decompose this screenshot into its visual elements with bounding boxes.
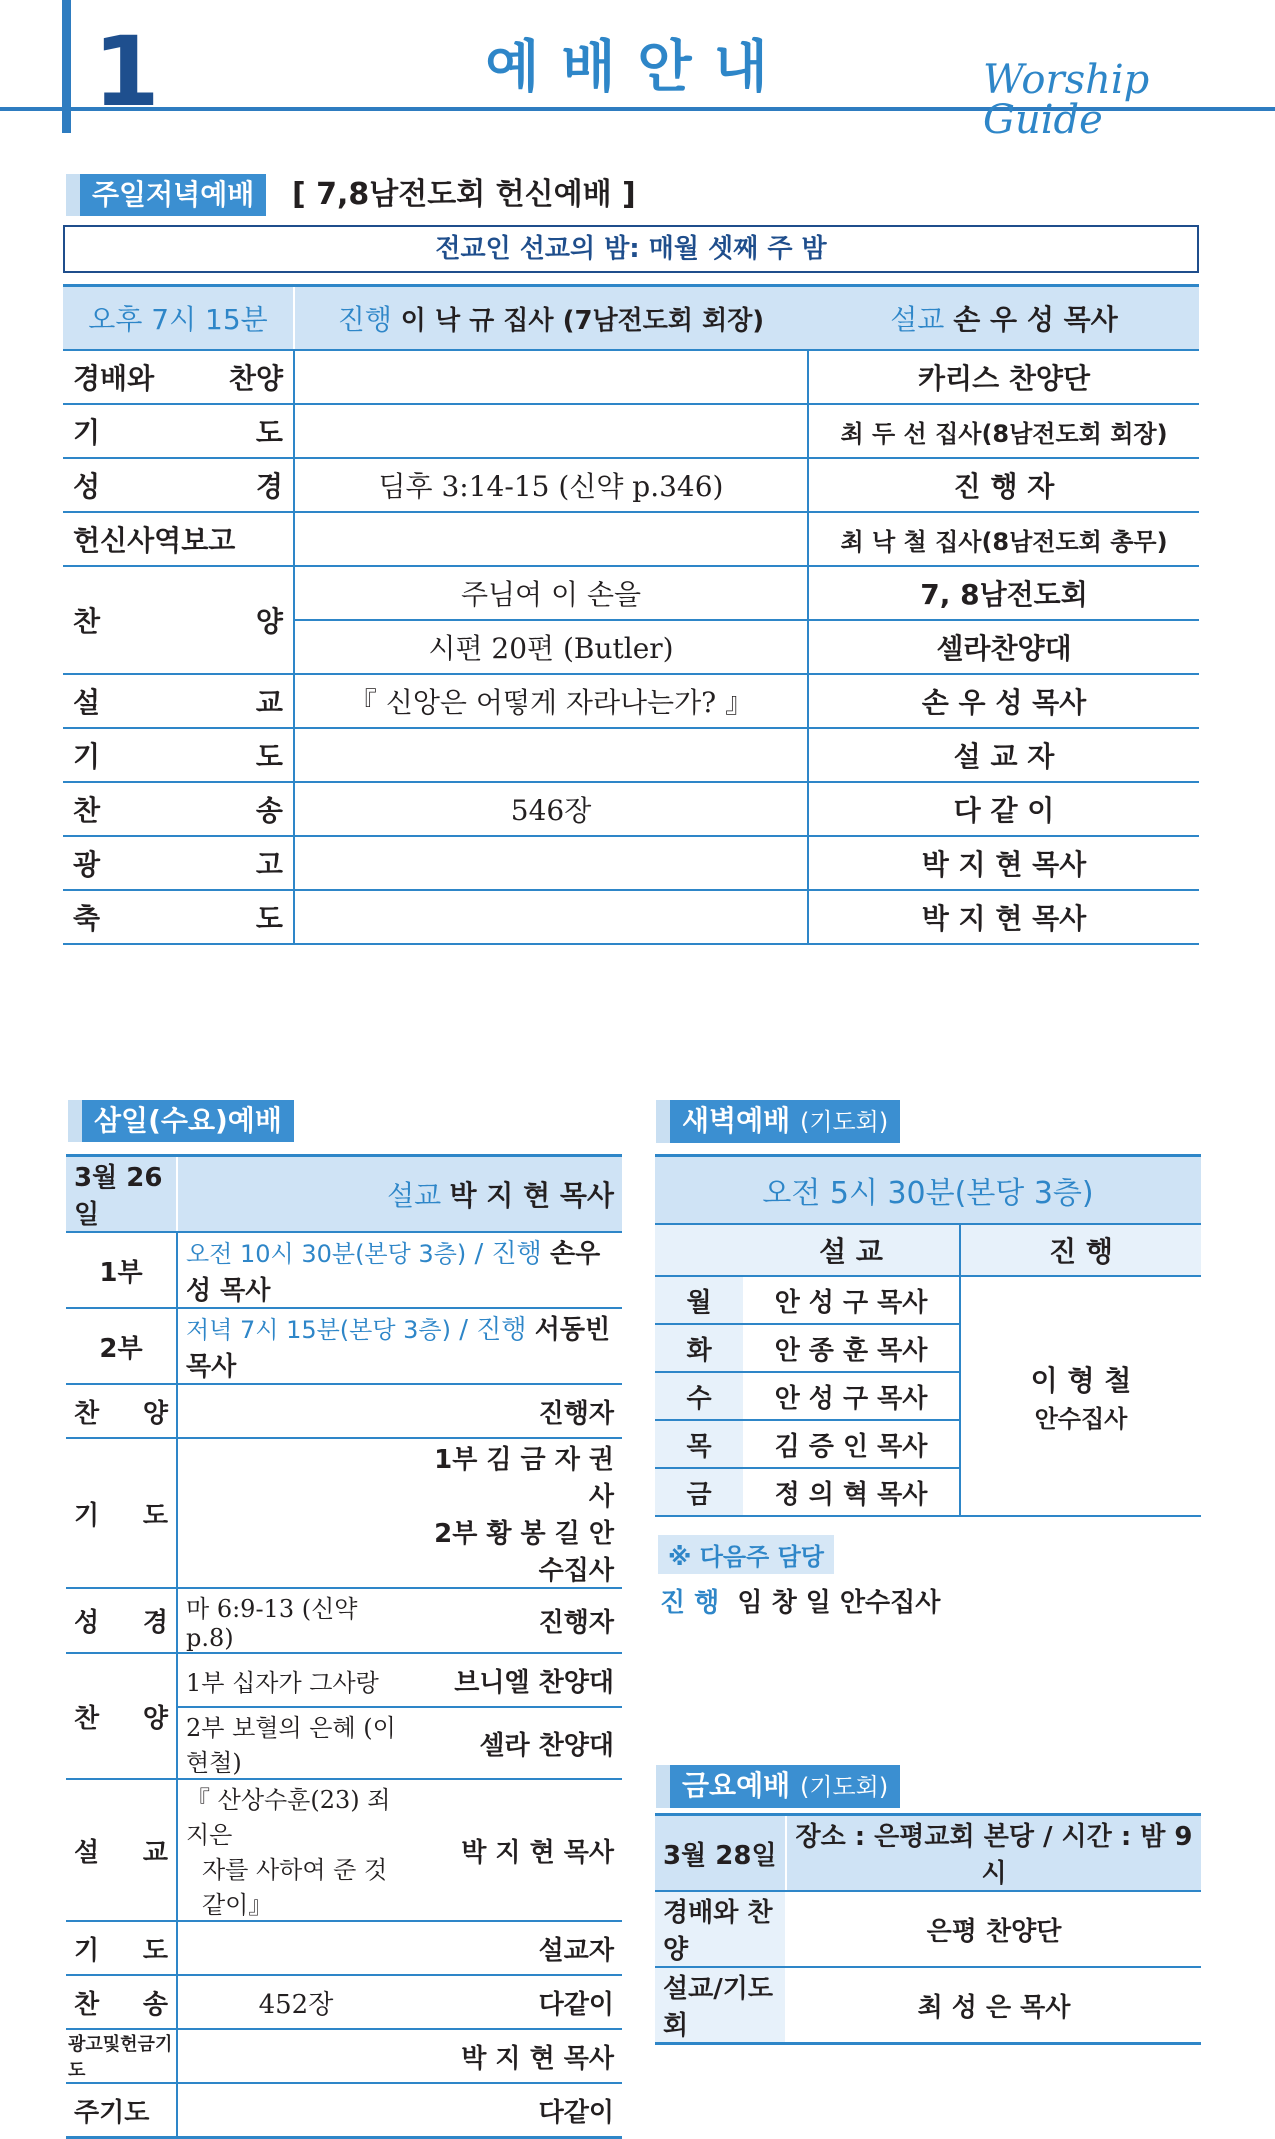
table-row — [63, 728, 1199, 782]
table-row — [63, 566, 1199, 620]
row-day: 수 — [655, 1372, 743, 1420]
row-item: 찬 양 — [66, 1653, 177, 1779]
row-item: 찬 송 — [66, 1975, 177, 2029]
dawn-time: 오전 5시 30분(본당 3층) — [655, 1156, 1201, 1225]
row-content — [177, 2029, 414, 2083]
table-row — [66, 1384, 622, 1438]
row-person: 셀라찬양대 — [808, 620, 1199, 674]
row-content: 주님여 이 손을 — [294, 566, 808, 620]
row-content: 546장 — [294, 782, 808, 836]
row-person: 다같이 — [414, 1975, 622, 2029]
table-row — [655, 1276, 1201, 1324]
part2-info: 저녁 7시 15분(본당 3층) / 진행 서동빈 목사 — [177, 1308, 622, 1384]
row-content: 『 신앙은 어떻게 자라나는가? 』 — [294, 674, 808, 728]
table-row — [63, 674, 1199, 728]
friday-header-row — [655, 1815, 1201, 1892]
row-person: 진행자 — [414, 1384, 622, 1438]
row-day: 월 — [655, 1276, 743, 1324]
row-day: 목 — [655, 1420, 743, 1468]
row-content — [294, 512, 808, 566]
row-content — [294, 836, 808, 890]
row-person: 최 성 은 목사 — [786, 1967, 1201, 2044]
sunday-order-table — [63, 284, 1199, 945]
row-item: 경배와 찬양 — [655, 1891, 786, 1967]
row-person: 카리스 찬양단 — [808, 350, 1199, 404]
table-row — [66, 1975, 622, 2029]
next-week-info: 진 행 임 창 일 안수집사 — [660, 1588, 941, 1618]
dawn-section-label: 새벽예배 (기도회) — [670, 1100, 900, 1143]
row-item: 기 도 — [66, 1921, 177, 1975]
next-week-label: ※ 다음주 담당 — [658, 1535, 834, 1574]
row-preacher: 안 성 구 목사 — [743, 1372, 960, 1420]
row-person: 7, 8남전도회 — [808, 566, 1199, 620]
part1-info: 오전 10시 30분(본당 3층) / 진행 손우성 목사 — [177, 1232, 622, 1308]
row-content: 마 6:9-13 (신약 p.8) — [177, 1588, 414, 1653]
table-row — [66, 2029, 622, 2083]
sunday-section-label: 주일저녁예배 — [80, 174, 266, 216]
row-content — [294, 350, 808, 404]
friday-date: 3월 28일 — [655, 1815, 786, 1892]
row-person: 다같이 — [414, 2083, 622, 2138]
row-content: 2부 보혈의 은혜 (이현철) — [177, 1707, 414, 1779]
sunday-time: 오후 7시 15분 — [63, 286, 294, 351]
row-content — [294, 728, 808, 782]
row-person: 손 우 성 목사 — [808, 674, 1199, 728]
table-row — [63, 782, 1199, 836]
table-row — [66, 1653, 622, 1707]
row-person: 설 교 자 — [808, 728, 1199, 782]
friday-place: 장소 : 은평교회 본당 / 시간 : 밤 9시 — [786, 1815, 1201, 1892]
dawn-lead: 이 형 철 안수집사 — [960, 1276, 1201, 1516]
row-content — [294, 890, 808, 944]
row-person: 박 지 현 목사 — [414, 2029, 622, 2083]
friday-section-label: 금요예배 (기도회) — [670, 1765, 900, 1808]
row-item: 축 도 — [63, 890, 294, 944]
row-person: 진 행 자 — [808, 458, 1199, 512]
wednesday-order-table — [66, 1154, 622, 2139]
wednesday-section-label: 삼일(수요)예배 — [82, 1100, 294, 1142]
row-day: 화 — [655, 1324, 743, 1372]
row-person: 박 지 현 목사 — [808, 836, 1199, 890]
row-person: 설교자 — [414, 1921, 622, 1975]
table-row — [63, 512, 1199, 566]
row-person: 셀라 찬양대 — [414, 1707, 622, 1779]
row-content — [177, 1384, 414, 1438]
table-row — [66, 1588, 622, 1653]
col-lead: 진 행 — [960, 1224, 1201, 1276]
row-person: 최 낙 철 집사(8남전도회 총무) — [808, 512, 1199, 566]
dawn-subheader-row — [655, 1224, 1201, 1276]
table-row — [655, 1891, 1201, 1967]
row-item: 기 도 — [63, 404, 294, 458]
row-person: 2부 황 봉 길 안수집사 — [414, 1513, 622, 1588]
row-item: 찬 송 — [63, 782, 294, 836]
row-item: 설 교 — [66, 1779, 177, 1921]
row-item: 성 경 — [66, 1588, 177, 1653]
row-person: 다 같 이 — [808, 782, 1199, 836]
row-item: 설 교 — [63, 674, 294, 728]
row-content: 딤후 3:14-15 (신약 p.346) — [294, 458, 808, 512]
row-item: 기 도 — [66, 1438, 177, 1588]
row-content: 452장 — [177, 1975, 414, 2029]
row-preacher: 안 성 구 목사 — [743, 1276, 960, 1324]
row-content: 1부 십자가 그사랑 — [177, 1653, 414, 1707]
part2-label: 2부 — [66, 1308, 177, 1384]
row-item: 성 경 — [63, 458, 294, 512]
row-content — [177, 1921, 414, 1975]
part1-label: 1부 — [66, 1232, 177, 1308]
row-content — [294, 404, 808, 458]
dawn-schedule-table — [655, 1154, 1201, 1517]
table-row — [63, 836, 1199, 890]
row-preacher: 안 종 훈 목사 — [743, 1324, 960, 1372]
row-person: 박 지 현 목사 — [808, 890, 1199, 944]
row-item: 광고및헌금기도 — [66, 2029, 177, 2083]
dawn-header-row — [655, 1156, 1201, 1225]
table-row — [66, 1232, 622, 1308]
sunday-banner: 전교인 선교의 밤: 매월 셋째 주 밤 — [63, 225, 1199, 273]
table-row — [66, 1921, 622, 1975]
row-day: 금 — [655, 1468, 743, 1516]
sunday-lead: 진행 이 낙 규 집사 (7남전도회 회장) — [294, 286, 808, 351]
table-row — [66, 2083, 622, 2138]
page-number: 1 — [93, 16, 160, 128]
page-title: 예배안내 — [485, 35, 790, 100]
row-item: 광 고 — [63, 836, 294, 890]
table-row — [63, 350, 1199, 404]
row-person: 1부 김 금 자 권사 — [434, 1445, 614, 1512]
row-preacher: 김 증 인 목사 — [743, 1420, 960, 1468]
row-person: 은평 찬양단 — [786, 1891, 1201, 1967]
table-row — [66, 1438, 622, 1513]
table-row — [63, 890, 1199, 944]
row-item: 주기도 — [66, 2083, 177, 2138]
row-item: 경배와 찬양 — [63, 350, 294, 404]
row-item: 기 도 — [63, 728, 294, 782]
wednesday-sermon: 설교 박 지 현 목사 — [177, 1156, 622, 1233]
table-row — [63, 458, 1199, 512]
table-row — [63, 404, 1199, 458]
row-person: 박 지 현 목사 — [414, 1779, 622, 1921]
table-row — [655, 1967, 1201, 2044]
row-preacher: 정 의 혁 목사 — [743, 1468, 960, 1516]
table-row — [66, 1308, 622, 1384]
sunday-sermon: 설교 손 우 성 목사 — [808, 286, 1199, 351]
row-content: 『 산상수훈(23) 죄 지은 — [186, 1786, 391, 1849]
row-item: 찬 양 — [66, 1384, 177, 1438]
wednesday-date: 3월 26일 — [66, 1156, 177, 1233]
friday-table — [655, 1813, 1201, 2045]
table-row — [66, 1779, 622, 1850]
row-item: 헌신사역보고 — [63, 512, 294, 566]
row-item: 설교/기도회 — [655, 1967, 786, 2044]
row-item: 찬 양 — [63, 566, 294, 674]
row-person: 진행자 — [414, 1588, 622, 1653]
wednesday-header-row — [66, 1156, 622, 1233]
row-person: 브니엘 찬양대 — [414, 1653, 622, 1707]
row-content: 자를 사하여 준 것 같이』 — [177, 1850, 414, 1921]
row-content — [177, 2083, 414, 2138]
page-subtitle: Worship Guide — [983, 57, 1150, 143]
row-content: 시편 20편 (Butler) — [294, 620, 808, 674]
sunday-section-subtitle: [ 7,8남전도회 헌신예배 ] — [292, 177, 636, 212]
row-person: 최 두 선 집사(8남전도회 회장) — [808, 404, 1199, 458]
sunday-header-row — [63, 286, 1199, 351]
col-sermon: 설 교 — [743, 1224, 960, 1276]
